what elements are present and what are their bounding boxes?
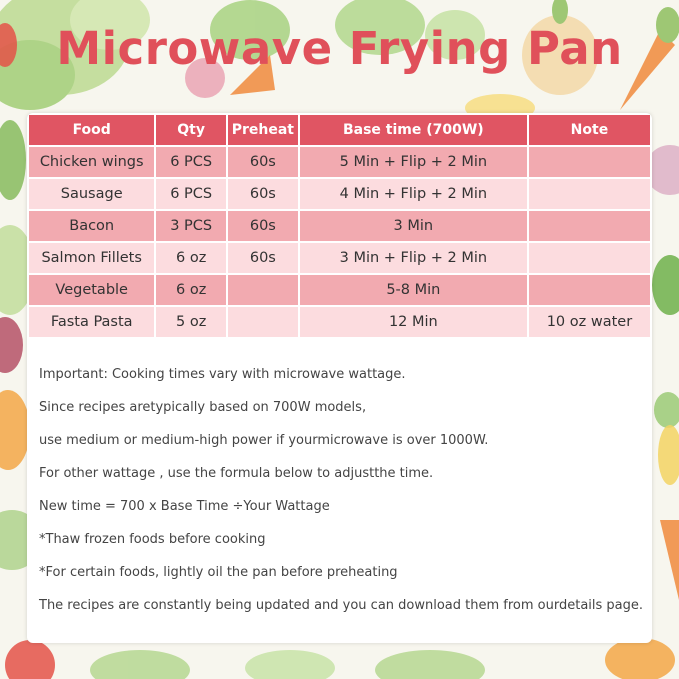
cell-preheat: 60s	[228, 243, 298, 273]
note-line: New time = 700 x Base Time ÷Your Wattage	[39, 499, 330, 514]
corn-icon	[658, 425, 679, 485]
pepper-icon	[652, 255, 679, 315]
header-base-time: Base time (700W)	[300, 115, 527, 145]
note-line: Since recipes aretypically based on 700W models,	[39, 400, 367, 415]
tomato-icon	[5, 640, 55, 679]
cell-note: 10 oz water	[529, 307, 650, 337]
note-line: The recipes are constantly being updated and you can download them from ourdetails page.	[39, 598, 644, 613]
table-row	[29, 211, 650, 241]
cell-base-time: 12 Min	[300, 307, 527, 337]
cell-food: Vegetable	[29, 275, 154, 305]
cell-food: Bacon	[29, 211, 154, 241]
cell-preheat: 60s	[228, 147, 298, 177]
pumpkin-icon	[605, 638, 675, 679]
carrot-icon	[660, 520, 679, 600]
cell-note	[529, 211, 650, 241]
cell-preheat: 60s	[228, 211, 298, 241]
cell-note	[529, 243, 650, 273]
red-onion-icon	[0, 317, 23, 373]
cell-food: Fasta Pasta	[29, 307, 154, 337]
table-row	[29, 147, 650, 177]
cell-preheat: 60s	[228, 179, 298, 209]
cell-food: Chicken wings	[29, 147, 154, 177]
cell-qty: 6 oz	[156, 275, 226, 305]
table-row	[29, 243, 650, 273]
table-row	[29, 307, 650, 337]
greens-icon	[90, 650, 485, 679]
cell-preheat	[228, 307, 298, 337]
note-line: For other wattage , use the formula below to adjustthe time.	[39, 466, 434, 481]
cell-base-time: 5 Min + Flip + 2 Min	[300, 147, 527, 177]
cucumber-icon	[654, 392, 679, 428]
pepper-icon	[0, 390, 30, 470]
cell-note	[529, 147, 650, 177]
table-row	[29, 275, 650, 305]
note-line: use medium or medium-high power if yourmicrowave is over 1000W.	[39, 433, 489, 448]
cell-qty: 6 PCS	[156, 179, 226, 209]
instructions-text	[39, 366, 649, 630]
cucumber-icon	[0, 120, 26, 200]
cell-note	[529, 275, 650, 305]
header-preheat: Preheat	[228, 115, 298, 145]
cell-food: Sausage	[29, 179, 154, 209]
page-title: Microwave Frying Pan	[56, 22, 623, 75]
cell-base-time: 4 Min + Flip + 2 Min	[300, 179, 527, 209]
cell-food: Salmon Fillets	[29, 243, 154, 273]
table-row	[29, 179, 650, 209]
cell-qty: 6 PCS	[156, 147, 226, 177]
note-line: *For certain foods, lightly oil the pan before preheating	[39, 565, 398, 580]
cell-base-time: 3 Min	[300, 211, 527, 241]
cell-preheat	[228, 275, 298, 305]
cell-base-time: 3 Min + Flip + 2 Min	[300, 243, 527, 273]
note-line: *Thaw frozen foods before cooking	[39, 532, 266, 547]
cell-qty: 5 oz	[156, 307, 226, 337]
header-food: Food	[29, 115, 154, 145]
header-qty: Qty	[156, 115, 226, 145]
note-line: Important: Cooking times vary with microwave wattage.	[39, 367, 406, 382]
cell-qty: 6 oz	[156, 243, 226, 273]
cell-base-time: 5-8 Min	[300, 275, 527, 305]
header-note: Note	[529, 115, 650, 145]
cell-qty: 3 PCS	[156, 211, 226, 241]
cooking-table	[27, 113, 652, 339]
cell-note	[529, 179, 650, 209]
table-header-row	[29, 115, 650, 145]
